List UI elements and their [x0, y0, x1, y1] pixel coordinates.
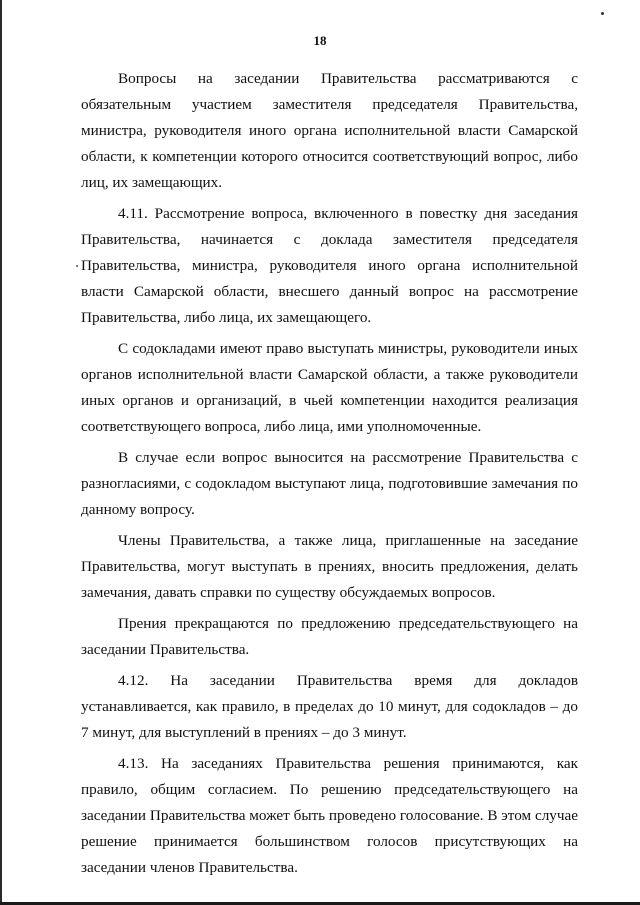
paragraph: Члены Правительства, а также лица, приглашенные на заседание Правительства, могут выступать в прениях, вносить предложения, делать замечания, давать справки по существу обсуждаемых вопросов. — [81, 532, 578, 601]
paragraph: 4.12. На заседании Правительства время для докладов устанавливается, как правило, в пределах до 10 минут, для содокладов – до 7 минут, для выступлений в прениях – до 3 минут. — [81, 672, 578, 741]
scan-speck — [76, 265, 78, 267]
scan-speck — [601, 12, 604, 15]
paragraph: 4.13. На заседаниях Правительства решения принимаются, как правило, общим согласием. По решению председательствующего на заседании Правительства может быть проведено голосование. В этом случае решение принимается большинством голосов присутствующих на заседании членов Правительства. — [81, 755, 578, 876]
paragraph: Прения прекращаются по предложению председательствующего на заседании Правительства. — [81, 615, 578, 658]
paragraph: С содокладами имеют право выступать министры, руководители иных органов исполнительной власти Самарской области, а также руководители иных органов и организаций, в чьей компетенции находится реализация соответствующего вопроса, либо лица, ими уполномоченные. — [81, 340, 578, 435]
body-text — [81, 66, 578, 881]
paragraph: 4.11. Рассмотрение вопроса, включенного в повестку дня заседания Правительства, начинается с доклада заместителя председателя Правительства, министра, руководителя иного органа исполнительной власти Самарской области, внесшего данный вопрос на рассмотрение Правительства, либо лица, их замещающего. — [81, 205, 578, 326]
paragraph: В случае если вопрос выносится на рассмотрение Правительства с разногласиями, с содокладом выступают лица, подготовившие замечания по данному вопросу. — [81, 449, 578, 518]
scan-edge-left — [0, 0, 2, 905]
paragraph: Вопросы на заседании Правительства рассматриваются с обязательным участием заместителя председателя Правительства, министра, руководителя иного органа исполнительной власти Самарской области, к компетенции которого относится соответствующий вопрос, либо лиц, их замещающих. — [81, 70, 578, 191]
page-number: 18 — [313, 33, 327, 48]
